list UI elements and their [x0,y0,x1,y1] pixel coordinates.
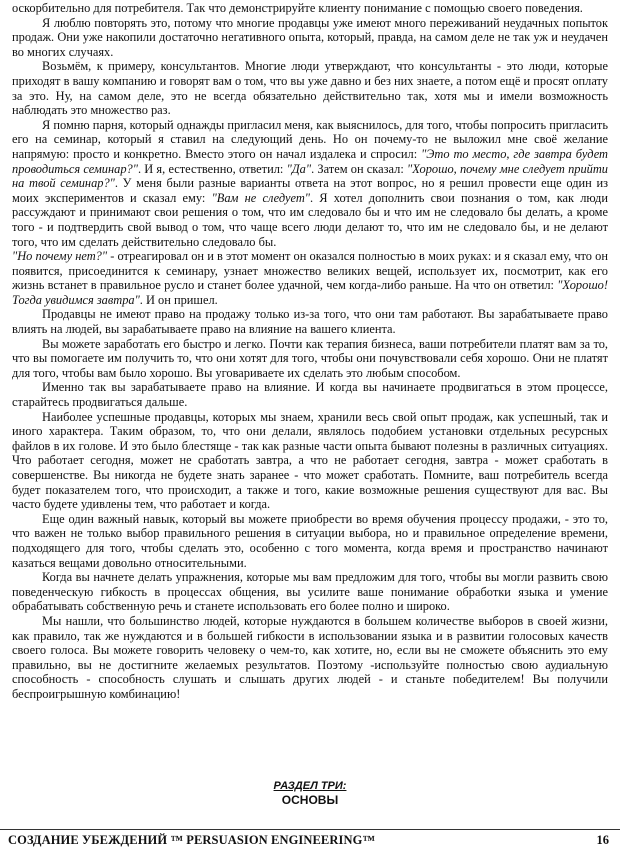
quote-see-you-tomorrow: "Хорошо! Тогда увидимся завтра" [12,278,608,307]
paragraph-9: Наиболее успешные продавцы, которых мы знаем, хранили весь свой опыт продаж, как успешный, так и иного характера. Таким образом, то, что они делали, являлось подобием установки отдельных ресурсных файлов в их голове. И это было блестяще - так как разные части опыта бывают полезны в различных ситуациях. Что работает сегодня, может не сработать завтра, а что не работает сегодня, завтра - может сработать в совершенстве. Вы никогда не будете знать заранее - что может сработать. Помните, ваш потребитель всегда будет показателем того, что происходит, а также и того, какие возможные решения существуют для вас. Вы часто будете удивлены тем, что работает и когда. [12,409,608,512]
paragraph-6: Продавцы не имеют право на продажу только из-за того, что они там работают. Вы зарабатываете право влиять на людей, вы зарабатываете право на влияние на вашего клиента. [12,307,608,337]
paragraph-12: Мы нашли, что большинство людей, которые нуждаются в большем количестве выборов в своей жизни, как правило, так же нуждаются и в большей гибкости в использовании языка и в развитии голосовых качеств своего голоса. Вы можете говорить человеку о чем-то, как хотите, но, если вы не сможете объяснить это ему правильно, вы не достигните желаемых результатов. Поэтому -используйте полностью свою аудиальную способность - способность слушать и слышать других людей - и станьте победителем! Вы получили беспроигрышную комбинацию! [12,613,608,701]
section-title: ОСНОВЫ [281,793,339,807]
footer-divider [0,829,620,830]
paragraph-1: оскорбительно для потребителя. Так что демонстрируйте клиенту понимание с помощью своего поведения. [12,1,583,15]
paragraph-2: Я люблю повторять это, потому что многие продавцы уже имеют много переживаний неудачных попыток продаж. Они уже накопили достаточно негативного опыта, который, правда, на самом деле не так уж и неудачен во многих случаях. [12,15,608,59]
paragraph-3: Возьмём, к примеру, консультантов. Многие люди утверждают, что консультанты - это люди, которые приходят в вашу компанию и говорят вам о том, что вы уже давно и без них знаете, а потом ещё и просят оплату за это. Ну, на самом деле, это не всегда обязательно действительно так, хотя мы и имели возможность наблюдать это множество раз. [12,59,608,118]
paragraph-4-text-d: . У меня были разные варианты ответа на этот вопрос, но я решил провести еще один из моих экспериментов и сказал ему: [12,176,608,205]
paragraph-4-text-e: . Я хотел дополнить свои познания о том, как люди рассуждают и принимают свои решения о том, что им следовало бы и что им не следовало бы делать, а кроме того - и подтвердить свой вывод о том, что чаще всего люди делают то, что им не следовало бы, и не делают того, что им сделать действительно следовало бы. [12,190,608,249]
section-label: РАЗДЕЛ ТРИ: [273,780,347,792]
paragraph-10: Еще один важный навык, который вы можете приобрести во время обучения процессу продажи, - это то, что важен не только выбор правильного решения в ситуации выбора, но и правильное определение времени, подходящего для того, чтобы сделать это, особенно с того момента, когда время и пространство начинают казаться вещами довольно относительными. [12,511,608,570]
quote-seminar-place: "Это то место, где завтра будет проводиться семинар?" [12,146,608,176]
quote-why-come: "Хорошо, почему мне следует прийти на твой семинар?" [12,161,608,191]
quote-why-not: "Но почему нет?" [12,249,108,264]
paragraph-8: Именно так вы зарабатываете право на влияние. И когда вы начинаете продвигаться в этом процессе, старайтесь продвигаться дальше. [12,380,608,410]
quote-yes: "Да" [286,161,312,176]
paragraph-4-text-c: . Затем он сказал: [311,161,407,176]
page-number: 16 [596,833,609,847]
paragraph-4 [12,118,608,249]
paragraph-4-text-b: . И я, естественно, ответил: [137,161,287,176]
paragraph-11: Когда вы начнете делать упражнения, которые мы вам предложим для того, чтобы вы могли развить свою поведенческую гибкость в процессах общения, вы усилите ваше понимание обработки языка и умение обрабатывать собственную речь и станете использовать его более полно и широко. [12,570,608,614]
body-text [12,1,608,702]
paragraph-5-text-a: - отреагировал он и в этот момент он оказался полностью в моих руках: и я сказал ему, что он появится, присоединится к семинару, узнает множество великих вещей, использует их, посмотрит, как его жизнь встанет в правильное русло и станет более удачной, чем когда-либо раньше. На что он ответил: [12,249,608,293]
paragraph-5 [12,249,608,307]
quote-you-should-not: "Вам не следует" [211,190,310,205]
paragraph-4-text-a: Я помню парня, который однажды пригласил меня, как выяснилось, для того, чтобы попросить пригласить его на семинар, который я ставил на следующий день. Но он почему-то не выложил мне своё желание напрямую: просто и конкретно. Вместо этого он начал издалека и спросил: [12,117,608,161]
paragraph-5-text-b: . И он пришел. [139,292,218,307]
footer-title: СОЗДАНИЕ УБЕЖДЕНИЙ ™ PERSUASION ENGINEERING™ [8,833,376,847]
paragraph-7: Вы можете заработать его быстро и легко. Почти как терапия бизнеса, ваши потребители платят вам за то, что вы помогаете им получить то, что они хотят для того, чтобы они почувствовали себя хорошо. Они не платят для того, чтобы вам было хорошо. Вы уговариваете их сделать это любым способом. [12,336,608,380]
